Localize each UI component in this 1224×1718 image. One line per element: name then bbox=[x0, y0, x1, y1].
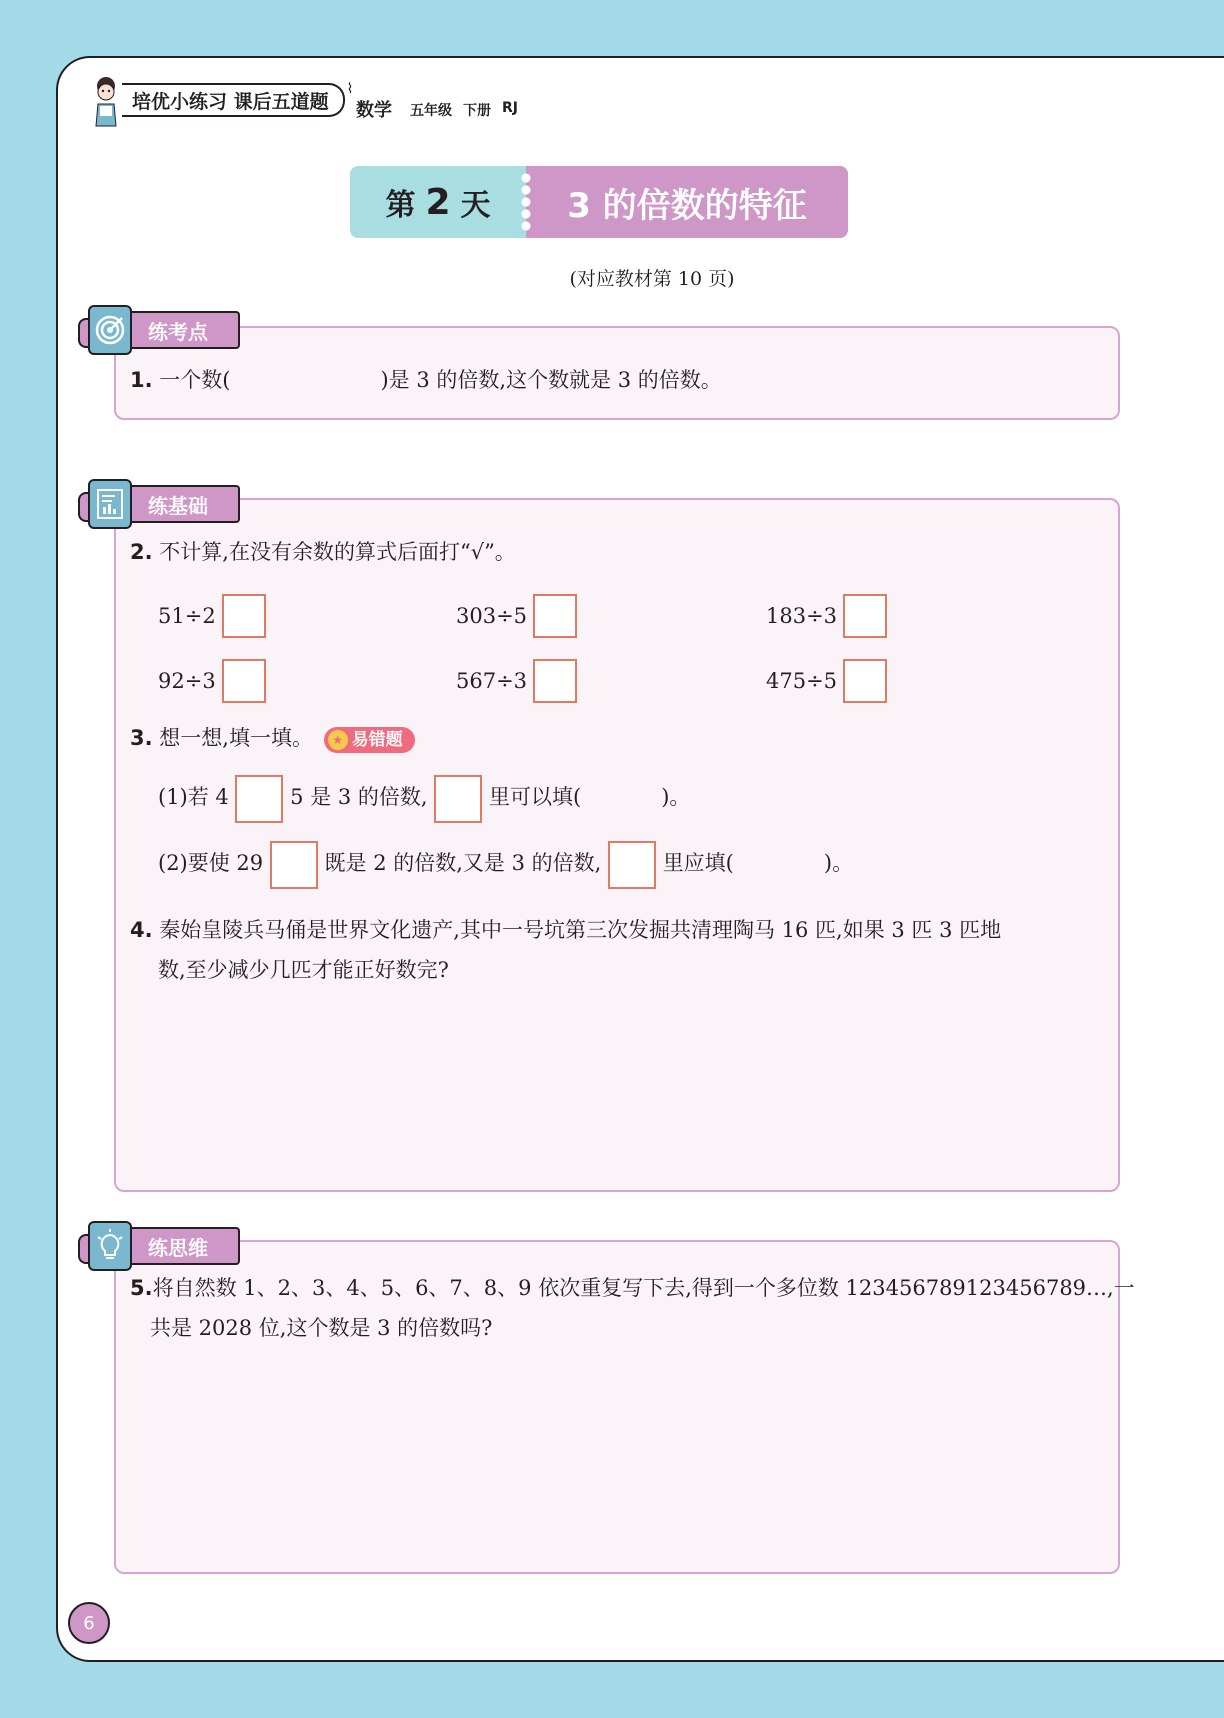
question-2 bbox=[130, 532, 516, 572]
question-text: 里应填( bbox=[662, 851, 734, 875]
question-number: 5. bbox=[130, 1276, 153, 1300]
check-box[interactable] bbox=[533, 594, 577, 638]
question-text: (2)要使 29 bbox=[158, 851, 264, 875]
question-text: 一个数( bbox=[159, 368, 231, 392]
expression-text: 92÷3 bbox=[158, 669, 216, 693]
perforation bbox=[519, 172, 533, 232]
expression-item bbox=[158, 594, 266, 638]
expression-item bbox=[158, 659, 266, 703]
expression-text: 303÷5 bbox=[456, 604, 528, 628]
section-label: 练思维 bbox=[124, 1227, 240, 1265]
question-5 bbox=[130, 1268, 1135, 1348]
badge-label: 易错题 bbox=[351, 729, 403, 750]
question-3 bbox=[130, 718, 415, 758]
question-text: )是 3 的倍数,这个数就是 3 的倍数。 bbox=[380, 368, 722, 392]
check-box[interactable] bbox=[843, 594, 887, 638]
expression-item bbox=[766, 594, 887, 638]
question-3-part-1 bbox=[158, 772, 690, 823]
question-1 bbox=[130, 360, 722, 400]
worksheet-page bbox=[56, 56, 1224, 1662]
question-4 bbox=[130, 910, 1001, 990]
question-text: )。 bbox=[823, 851, 854, 875]
textbook-reference: (对应教材第 10 页) bbox=[569, 268, 735, 290]
question-text: 不计算,在没有余数的算式后面打“√”。 bbox=[159, 540, 516, 564]
sparkle-icon: ⌇ bbox=[346, 81, 354, 97]
digit-box[interactable] bbox=[608, 841, 656, 889]
question-text: (1)若 4 bbox=[158, 785, 229, 809]
grade-label: 五年级 bbox=[410, 103, 452, 119]
day-number: 2 bbox=[425, 181, 451, 223]
volume-label: 下册 bbox=[463, 103, 491, 119]
page-number: 6 bbox=[68, 1602, 110, 1644]
digit-box[interactable] bbox=[270, 841, 318, 889]
question-text: 5 是 3 的倍数, bbox=[290, 785, 428, 809]
expression-item bbox=[766, 659, 887, 703]
section-label: 练基础 bbox=[124, 485, 240, 523]
expression-item bbox=[456, 659, 577, 703]
expression-text: 475÷5 bbox=[766, 669, 838, 693]
day-label bbox=[350, 166, 526, 238]
chart-document-icon bbox=[88, 479, 132, 529]
expression-item bbox=[456, 594, 577, 638]
question-text: 既是 2 的倍数,又是 3 的倍数, bbox=[324, 851, 602, 875]
day-prefix: 第 bbox=[385, 188, 416, 223]
section-tab-kaodian bbox=[88, 308, 240, 352]
question-text: 里可以填( bbox=[488, 785, 582, 809]
question-text: 想一想,填一填。 bbox=[159, 726, 313, 750]
target-icon bbox=[88, 305, 132, 355]
question-number: 2. bbox=[130, 540, 153, 564]
digit-box[interactable] bbox=[235, 775, 283, 823]
expression-text: 183÷3 bbox=[766, 604, 838, 628]
question-number: 3. bbox=[130, 726, 153, 750]
edition-label: RJ bbox=[502, 100, 518, 116]
brand-title: 培优小练习 课后五道题 bbox=[122, 83, 345, 117]
question-3-part-2 bbox=[158, 838, 853, 889]
subject-label: 数学 bbox=[356, 100, 392, 121]
digit-box[interactable] bbox=[434, 775, 482, 823]
section-label: 练考点 bbox=[124, 311, 240, 349]
question-text: 共是 2028 位,这个数是 3 的倍数吗? bbox=[150, 1316, 493, 1340]
check-box[interactable] bbox=[222, 659, 266, 703]
question-number: 4. bbox=[130, 918, 153, 942]
question-text: 秦始皇陵兵马俑是世界文化遗产,其中一号坑第三次发掘共清理陶马 16 匹,如果 3 匹 3 匹地 bbox=[159, 918, 1002, 942]
check-box[interactable] bbox=[533, 659, 577, 703]
section-tab-jichu bbox=[88, 482, 240, 526]
mascot-icon bbox=[86, 70, 126, 130]
lightbulb-icon bbox=[88, 1221, 132, 1271]
day-suffix: 天 bbox=[460, 188, 491, 223]
error-prone-badge bbox=[324, 727, 415, 753]
star-icon: ★ bbox=[328, 730, 348, 750]
brand-logo bbox=[86, 70, 353, 130]
check-box[interactable] bbox=[843, 659, 887, 703]
question-text: 数,至少减少几匹才能正好数完? bbox=[158, 958, 449, 982]
topic-title: 3 的倍数的特征 bbox=[526, 166, 848, 238]
expression-text: 51÷2 bbox=[158, 604, 216, 628]
section-tab-siwei bbox=[88, 1224, 240, 1268]
question-text: 将自然数 1、2、3、4、5、6、7、8、9 依次重复写下去,得到一个多位数 123456789123456789…,一 bbox=[152, 1276, 1135, 1300]
question-text: )。 bbox=[661, 785, 691, 809]
question-number: 1. bbox=[130, 368, 153, 392]
expression-text: 567÷3 bbox=[456, 669, 528, 693]
title-banner bbox=[350, 166, 848, 238]
check-box[interactable] bbox=[222, 594, 266, 638]
